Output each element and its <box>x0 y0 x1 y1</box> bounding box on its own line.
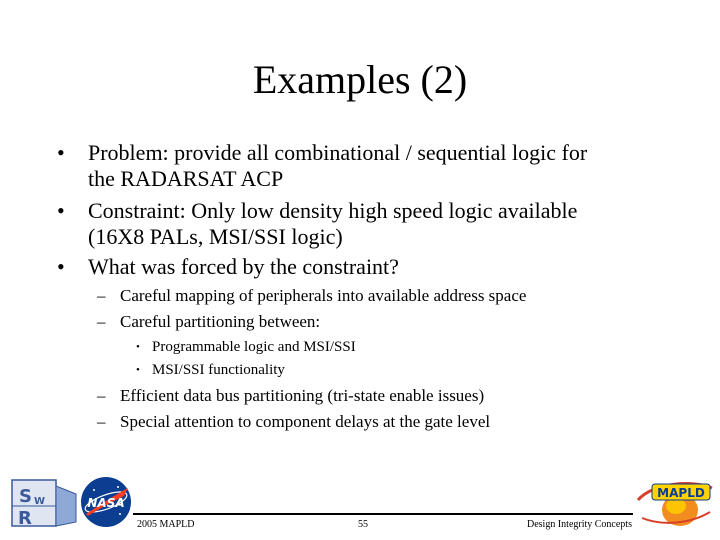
bullet-glyph: • <box>57 140 65 165</box>
bullet-problem <box>57 139 588 167</box>
sr-logo-icon <box>10 478 78 528</box>
footer-right: Design Integrity Concepts <box>527 519 632 530</box>
sub-bullet-delays <box>97 410 491 434</box>
sub-bullet-partitioning <box>97 310 321 334</box>
bullet-glyph: • <box>136 341 140 353</box>
mapld-logo-icon <box>634 478 716 528</box>
bullet-forced <box>57 253 399 281</box>
bullet-glyph: • <box>57 198 65 223</box>
footer-page-number: 55 <box>358 519 368 530</box>
bullet-text: What was forced by the constraint? <box>88 254 399 279</box>
bullet-text: Problem: provide all combinational / sequential logic for <box>88 140 588 165</box>
bullet-problem-continuation: the RADARSAT ACP <box>88 166 284 191</box>
sub-sub-bullet-text: MSI/SSI functionality <box>152 362 285 378</box>
sub-bullet-text: Careful mapping of peripherals into available address space <box>120 286 527 305</box>
svg-text:R: R <box>18 508 32 528</box>
bullet-constraint <box>57 197 578 225</box>
svg-text:W: W <box>34 496 46 507</box>
dash-glyph: – <box>97 312 106 331</box>
sub-sub-bullet-text: Programmable logic and MSI/SSI <box>152 339 356 355</box>
svg-text:S: S <box>19 486 32 507</box>
sub-bullet-text: Efficient data bus partitioning (tri-state enable issues) <box>120 386 485 405</box>
sub-bullet-mapping <box>97 284 527 308</box>
mapld-logo-text: MAPLD <box>657 486 705 500</box>
sub-bullet-data-bus <box>97 384 485 408</box>
sub-bullet-text: Special attention to component delays at the gate level <box>120 412 491 431</box>
svg-text:NASA: NASA <box>87 496 125 510</box>
nasa-logo-icon <box>80 476 132 528</box>
footer-left: 2005 MAPLD <box>137 519 195 530</box>
sub-sub-bullet-functionality <box>136 359 285 381</box>
bullet-text: Constraint: Only low density high speed logic available <box>88 198 578 223</box>
bullet-glyph: • <box>57 254 65 279</box>
footer-divider <box>133 513 633 515</box>
bullet-glyph: • <box>136 364 140 376</box>
bullet-constraint-continuation: (16X8 PALs, MSI/SSI logic) <box>88 224 343 249</box>
dash-glyph: – <box>97 386 106 405</box>
sub-bullet-text: Careful partitioning between: <box>120 312 321 331</box>
dash-glyph: – <box>97 286 106 305</box>
slide-title: Examples (2) <box>252 57 468 102</box>
dash-glyph: – <box>97 412 106 431</box>
sub-sub-bullet-programmable <box>136 336 356 358</box>
